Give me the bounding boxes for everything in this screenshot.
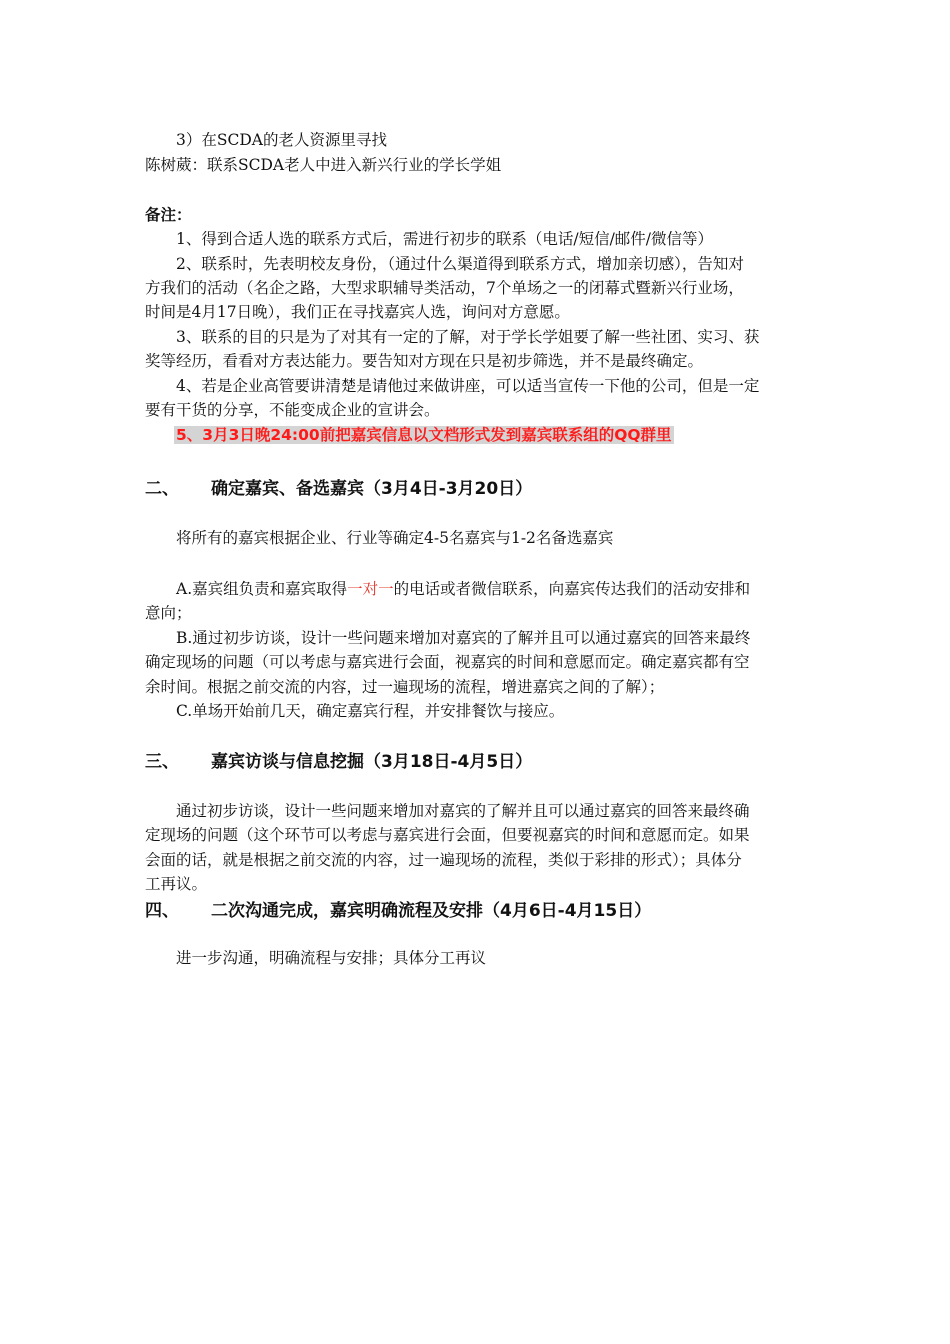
item-a-text-start: A.嘉宾组负责和嘉宾取得 bbox=[176, 580, 348, 598]
section-3-heading bbox=[145, 749, 532, 775]
section-2-item-a bbox=[176, 577, 816, 601]
section-2-item-b-line-3: 余时间。根据之前交流的内容，过一遍现场的流程，增进嘉宾之间的了解）； bbox=[145, 678, 665, 696]
section-2-item-b-line-1: B.通过初步访谈，设计一些问题来增加对嘉宾的了解并且可以通过嘉宾的回答来最终 bbox=[176, 629, 751, 647]
note-3-line-1: 3、联系的目的只是为了对其有一定的了解，对于学长学姐要了解一些社团、实习、获 bbox=[176, 328, 760, 346]
note-2-line-2: 方我们的活动（名企之路，大型求职辅导类活动，7个单场之一的闭幕式暨新兴行业场， bbox=[145, 279, 744, 297]
section-2-summary: 将所有的嘉宾根据企业、行业等确定4-5名嘉宾与1-2名备选嘉宾 bbox=[176, 529, 614, 547]
note-2-line-1: 2、联系时，先表明校友身份，（通过什么渠道得到联系方式，增加亲切感），告知对 bbox=[176, 255, 744, 273]
section-4-text: 进一步沟通，明确流程与安排；具体分工再议 bbox=[176, 949, 487, 967]
section-4-number: 四、 bbox=[145, 901, 179, 921]
section-4-heading bbox=[145, 898, 651, 924]
section-3-title: 嘉宾访谈与信息挖掘（3月18日-4月5日） bbox=[211, 752, 533, 772]
intro-chen: 陈树葳：联系SCDA老人中进入新兴行业的学长学姐 bbox=[145, 156, 502, 174]
section-2-title: 确定嘉宾、备选嘉宾（3月4日-3月20日） bbox=[211, 479, 533, 499]
section-4-title: 二次沟通完成，嘉宾明确流程及安排（4月6日-4月15日） bbox=[211, 901, 652, 921]
item-a-text-end: 的电话或者微信联系，向嘉宾传达我们的活动安排和 bbox=[393, 580, 751, 598]
section-2-item-b-line-2: 确定现场的问题（可以考虑与嘉宾进行会面，视嘉宾的时间和意愿而定。确定嘉宾都有空 bbox=[145, 653, 750, 671]
section-3-line-4: 工再议。 bbox=[145, 875, 208, 893]
note-5-highlight: 5、3月3日晚24:00前把嘉宾信息以文档形式发到嘉宾联系组的QQ群里 bbox=[176, 426, 672, 444]
section-3-line-3: 会面的话，就是根据之前交流的内容，过一遍现场的流程，类似于彩排的形式）；具体分 bbox=[145, 851, 742, 869]
note-4-line-1: 4、若是企业高管要讲清楚是请他过来做讲座，可以适当宣传一下他的公司，但是一定 bbox=[176, 377, 760, 395]
section-3-line-1: 通过初步访谈，设计一些问题来增加对嘉宾的了解并且可以通过嘉宾的回答来最终确 bbox=[176, 802, 750, 820]
section-3-number: 三、 bbox=[145, 752, 179, 772]
section-3-line-2: 定现场的问题（这个环节可以考虑与嘉宾进行会面，但要视嘉宾的时间和意愿而定。如果 bbox=[145, 826, 750, 844]
note-3-line-2: 奖等经历，看看对方表达能力。要告知对方现在只是初步筛选，并不是最终确定。 bbox=[145, 352, 704, 370]
section-2-heading bbox=[145, 476, 532, 502]
intro-item-3: 3）在SCDA的老人资源里寻找 bbox=[176, 131, 387, 149]
note-4-line-2: 要有干货的分享，不能变成企业的宣讲会。 bbox=[145, 401, 440, 419]
section-2-item-c: C.单场开始前几天，确定嘉宾行程，并安排餐饮与接应。 bbox=[176, 702, 565, 720]
note-1: 1、得到合适人选的联系方式后，需进行初步的联系（电话/短信/邮件/微信等） bbox=[176, 230, 714, 248]
section-2-number: 二、 bbox=[145, 479, 179, 499]
note-2-line-3: 时间是4月17日晚），我们正在寻找嘉宾人选，询问对方意愿。 bbox=[145, 303, 570, 321]
notes-title: 备注： bbox=[145, 206, 192, 224]
item-a-red-text: 一对一 bbox=[347, 580, 394, 598]
section-2-item-a-line-2: 意向； bbox=[145, 604, 192, 622]
